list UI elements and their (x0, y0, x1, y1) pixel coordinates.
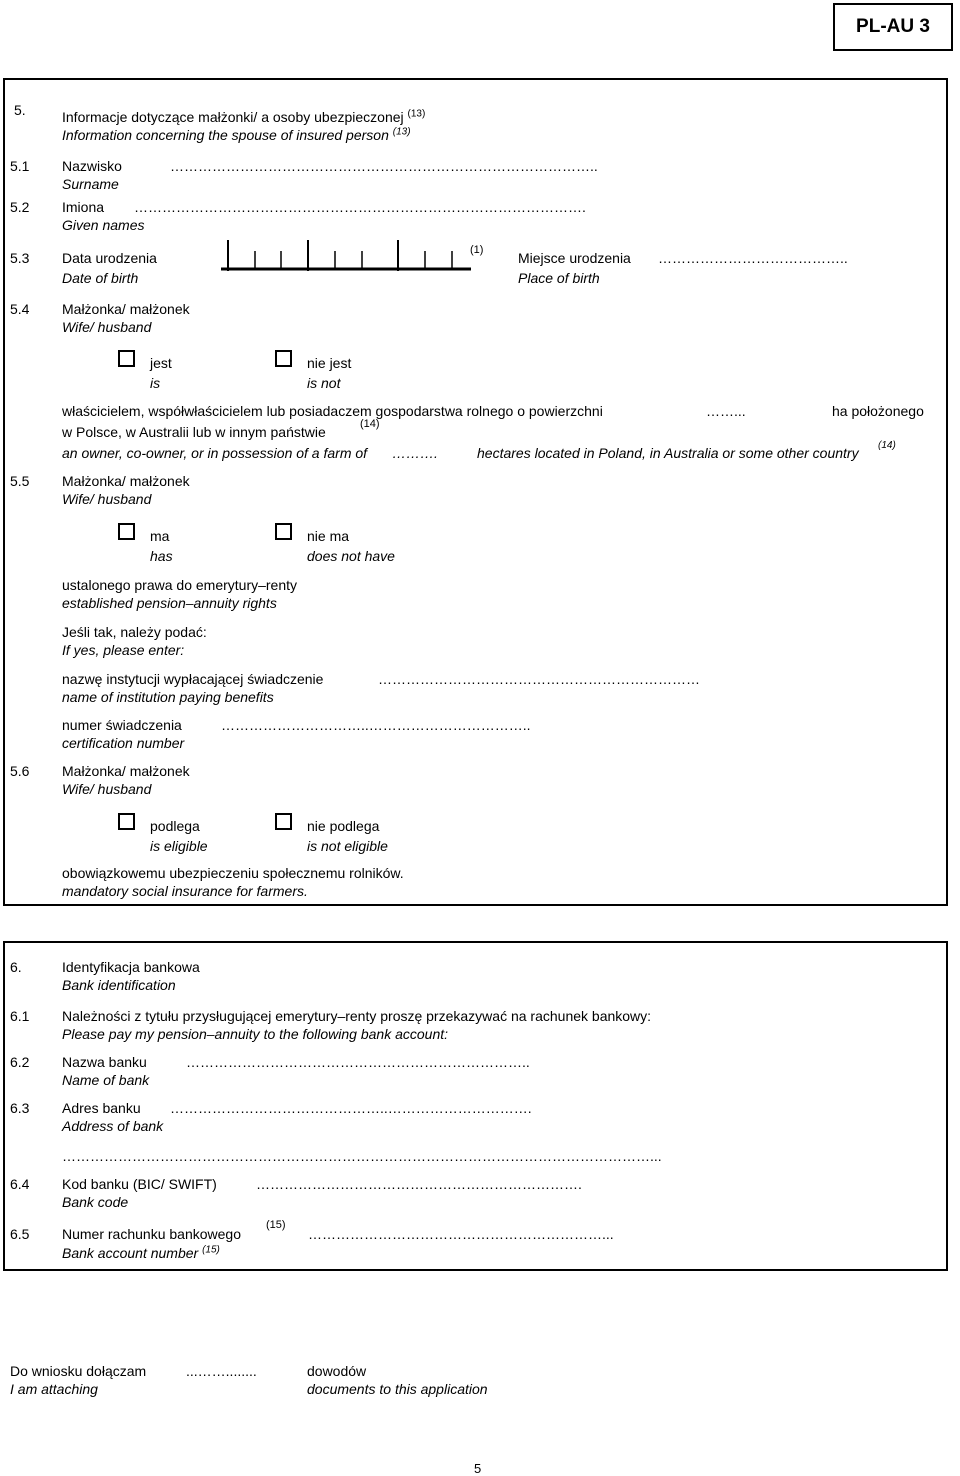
wife-husband-label-2-en: Wife/ husband (62, 491, 152, 507)
documents-label: dowodów (307, 1363, 367, 1379)
account-number-label: Numer rachunku bankowego (62, 1226, 241, 1242)
bank-account-instruction: Należności z tytułu przysługującej emerytury–renty proszę przekazywać na rachunek bankowy: (62, 1008, 652, 1024)
bank-code-field[interactable]: ……………………………………………………………. (256, 1176, 582, 1192)
attachments-label: Do wniosku dołączam (10, 1363, 147, 1379)
institution-field[interactable]: …………………………………………………………… (378, 671, 700, 687)
given-names-label: Imiona (62, 199, 105, 215)
field-6-5-number: 6.5 (10, 1226, 30, 1242)
section-5-number: 5. (14, 102, 26, 118)
checkbox-ma-label: ma (150, 528, 170, 544)
field-6-2-number: 6.2 (10, 1054, 30, 1070)
wife-husband-label-3-en: Wife/ husband (62, 781, 152, 797)
field-6-3-number: 6.3 (10, 1100, 30, 1116)
wife-husband-label-en: Wife/ husband (62, 319, 152, 335)
section-6-number: 6. (10, 959, 22, 975)
bank-code-label: Kod banku (BIC/ SWIFT) (62, 1176, 217, 1192)
section-6-title: Identyfikacja bankowa (62, 959, 200, 975)
surname-field[interactable]: ……………………………………………………………………………….. (170, 158, 598, 174)
institution-label: nazwę instytucji wypłacającej świadczenie (62, 671, 324, 687)
farm-statement-line3-ref: (14) (878, 440, 896, 451)
account-number-field[interactable]: ………………………………………………………... (308, 1226, 614, 1242)
bank-address-field[interactable]: ………………………………………..…………………………. (170, 1100, 532, 1116)
checkbox-jest-label-en: is (150, 375, 161, 391)
date-of-birth-label-en: Date of birth (62, 270, 139, 286)
field-5-3-number: 5.3 (10, 250, 30, 266)
documents-label-en: documents to this application (307, 1381, 488, 1397)
place-of-birth-label-en: Place of birth (518, 270, 600, 286)
checkbox-podlega-label: podlega (150, 818, 200, 834)
page-number: 5 (474, 1461, 482, 1476)
checkbox-podlega-label-en: is eligible (150, 838, 208, 854)
bank-address-label-en: Address of bank (62, 1118, 164, 1134)
bank-account-instruction-en: Please pay my pension–annuity to the following bank account: (62, 1026, 449, 1042)
insurance-statement-en: mandatory social insurance for farmers. (62, 883, 308, 899)
surname-label-en: Surname (62, 176, 119, 192)
place-of-birth-field[interactable]: ………………………………….. (658, 250, 848, 266)
checkbox-jest-label: jest (150, 355, 172, 371)
attachments-count-field[interactable]: ...……........ (186, 1363, 257, 1379)
farm-statement-line3-end: hectares located in Poland, in Australia or some other country (477, 445, 859, 461)
field-5-5-number: 5.5 (10, 473, 30, 489)
certification-number-label-en: certification number (62, 735, 185, 751)
given-names-label-en: Given names (62, 217, 145, 233)
bank-name-label: Nazwa banku (62, 1054, 147, 1070)
checkbox-nie-podlega-label-en: is not eligible (307, 838, 388, 854)
checkbox-nie-podlega-label: nie podlega (307, 818, 380, 834)
field-5-6-number: 5.6 (10, 763, 30, 779)
account-number-ref: (15) (266, 1219, 286, 1231)
if-yes-label-en: If yes, please enter: (62, 642, 185, 658)
field-5-1-number: 5.1 (10, 158, 30, 174)
bank-name-label-en: Name of bank (62, 1072, 150, 1088)
checkbox-podlega[interactable] (118, 813, 135, 830)
form-code: PL-AU 3 (856, 16, 930, 37)
attachments-label-en: I am attaching (10, 1381, 98, 1397)
field-6-1-number: 6.1 (10, 1008, 30, 1024)
checkbox-nie-ma-label-en: does not have (307, 548, 395, 564)
checkbox-nie-jest-label: nie jest (307, 355, 352, 371)
institution-label-en: name of institution paying benefits (62, 689, 274, 705)
checkbox-nie-jest-label-en: is not (307, 375, 341, 391)
checkbox-nie-podlega[interactable] (275, 813, 292, 830)
section-5-title-en: Information concerning the spouse of insured person $^{(13)}$ (62, 126, 411, 143)
surname-label: Nazwisko (62, 158, 122, 174)
field-6-4-number: 6.4 (10, 1176, 30, 1192)
checkbox-jest[interactable] (118, 350, 135, 367)
checkbox-ma[interactable] (118, 523, 135, 540)
date-of-birth-ref: (1) (470, 244, 484, 256)
insurance-statement: obowiązkowemu ubezpieczeniu społecznemu rolników. (62, 865, 404, 881)
given-names-field[interactable]: ……………………………………………………………………………………. (134, 199, 586, 215)
account-number-label-en: Bank account number $^{(15)}$ (62, 1244, 220, 1261)
form-code-box (833, 3, 953, 51)
section-5-title: Informacje dotyczące małżonki/ a osoby ubezpieczonej $^{(13)}$ (62, 108, 426, 125)
checkbox-nie-jest[interactable] (275, 350, 292, 367)
checkbox-nie-ma-label: nie ma (307, 528, 350, 544)
pension-rights-label-en: established pension–annuity rights (62, 595, 277, 611)
if-yes-label: Jeśli tak, należy podać: (62, 624, 207, 640)
bank-name-field[interactable]: ……………………………………………………………….. (186, 1054, 530, 1070)
section-6-title-en: Bank identification (62, 977, 176, 993)
farm-statement-line1-end: ha położonego (832, 403, 924, 419)
field-5-4-number: 5.4 (10, 301, 30, 317)
farm-hectares-field[interactable]: ………. (392, 445, 438, 461)
farm-statement-line2: w Polsce, w Australii lub w innym państwie (62, 424, 326, 440)
place-of-birth-label: Miejsce urodzenia (518, 250, 631, 266)
wife-husband-label-3: Małżonka/ małżonek (62, 763, 190, 779)
farm-area-field[interactable]: ……... (706, 403, 746, 419)
pension-rights-label: ustalonego prawa do emerytury–renty (62, 577, 298, 593)
bank-address-label: Adres banku (62, 1100, 141, 1116)
field-5-2-number: 5.2 (10, 199, 30, 215)
wife-husband-label: Małżonka/ małżonek (62, 301, 190, 317)
certification-number-field[interactable]: …………………………..…………………………….. (221, 717, 531, 733)
bank-address-field-2[interactable]: ………………………………………………………………………………………………………………... (62, 1148, 662, 1164)
checkbox-ma-label-en: has (150, 548, 173, 564)
bank-code-label-en: Bank code (62, 1194, 129, 1210)
farm-statement-line3: an owner, co-owner, or in possession of a farm of (62, 445, 368, 461)
certification-number-label: numer świadczenia (62, 717, 182, 733)
date-of-birth-label: Data urodzenia (62, 250, 157, 266)
wife-husband-label-2: Małżonka/ małżonek (62, 473, 190, 489)
checkbox-nie-ma[interactable] (275, 523, 292, 540)
farm-statement-line2-ref: (14) (360, 418, 380, 430)
date-of-birth-field[interactable] (218, 238, 474, 274)
farm-statement-line1: właścicielem, współwłaścicielem lub posiadaczem gospodarstwa rolnego o powierzchni (62, 403, 603, 419)
